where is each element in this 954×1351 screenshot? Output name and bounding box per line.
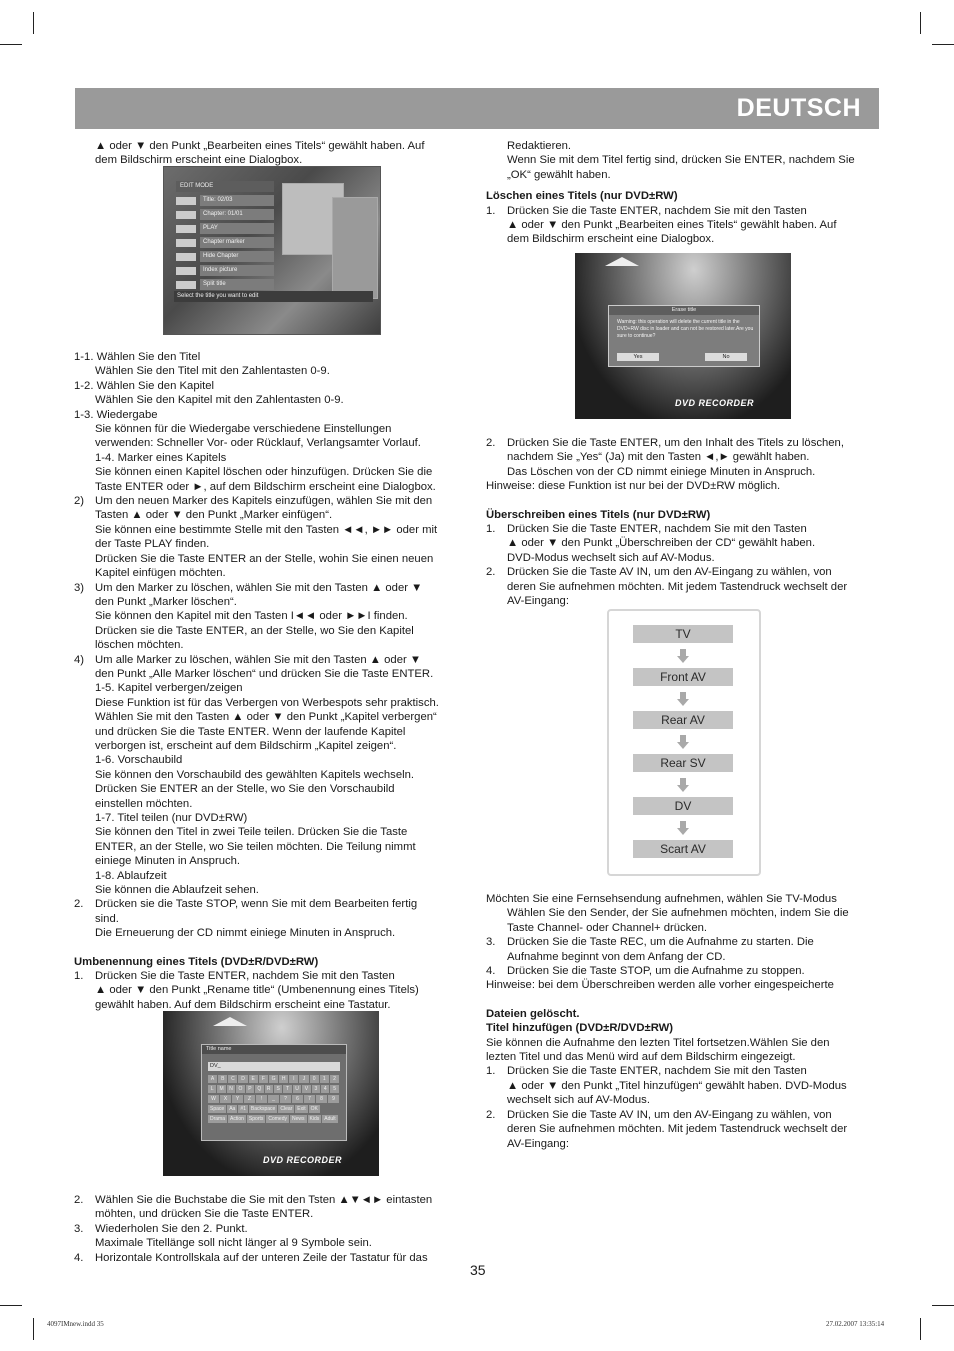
text-line: Taste Channel- oder Channel+ drücken. [507,921,708,934]
keyboard-key[interactable]: Space [210,1106,225,1112]
text-line: lezten Titel und das Menü wird auf dem Bildschirm eingezeigt. [486,1051,796,1064]
crop-mark [0,44,22,45]
arrow-down-icon [677,649,689,663]
keyboard-key[interactable]: Sports [248,1116,264,1122]
keyboard-key[interactable]: Q [255,1085,263,1093]
keyboard-key[interactable]: M [217,1085,225,1093]
onscreen-keyboard [201,1044,347,1141]
crop-mark [932,44,954,45]
keyboard-row [208,1075,340,1083]
marker-icon [176,239,196,247]
language-title: DEUTSCH [736,94,861,122]
text-line: 1-5. Kapitel verbergen/zeigen [95,682,243,695]
keyboard-key[interactable]: R [265,1085,273,1093]
keyboard-key[interactable]: Drama [210,1116,226,1122]
av-box-scart-av: Scart AV [633,840,733,858]
text-line: Wählen Sie den Kapitel mit den Zahlentasten 0-9. [95,394,344,407]
text-line: Möchten Sie eine Fernsehsendung aufnehmen, wählen Sie TV-Modus [486,893,837,905]
text-line: verborgen ist, erscheint auf dem Bildschirm „Kapitel zeigen“. [95,739,397,752]
dvd-recorder-logo: DVD RECORDER [675,398,755,408]
keyboard-key[interactable]: T [283,1085,291,1093]
keyboard-key[interactable]: 5 [330,1085,338,1093]
keyboard-key[interactable]: ! [256,1095,267,1103]
text-line: ▲ oder ▼ den Punkt „Bearbeiten eines Titels“ gewählt haben. Auf [95,140,425,152]
footer-right: 27.02.2007 13:35:14 [826,1320,885,1328]
text-line: Sie können für die Wiedergabe verschiedene Einstellungen [95,423,392,436]
list-item: 2) Um den neuen Marker des Kapitels einzufügen, wählen Sie mit den Tasten ▲ oder ▼ den Punkt „Marker einfügen“. Sie können eine bestimmte Stelle mit den Tasten ◄◄, ►► oder mit der Taste PLAY finden. Drücken Sie die Taste ENTER an der Stelle, wohin Sie einen neuen Kapitel einfügen möchten. [74,495,438,580]
section-heading: Dateien gelöscht. [486,1007,580,1020]
footer-left: 4097IMnew.indd 35 [47,1320,104,1328]
yes-button[interactable]: Yes [617,353,659,361]
list-item: 2. Drücken Sie die Taste AV IN, um den AV-Eingang zu wählen, von deren Sie aufnehmen möchten. Mit jedem Tastendruck wechselt der AV-Eingang: [486,566,848,608]
edit-menu-item[interactable]: Split title [176,279,274,290]
keyboard-key[interactable]: OK [310,1106,318,1112]
keyboard-key[interactable]: D [238,1075,247,1083]
text-line: 1-1. Wählen Sie den Titel [74,351,201,363]
left-column-bottom [74,1193,468,1265]
keyboard-key[interactable]: E [249,1075,258,1083]
right-column-bottom [486,892,881,1151]
edit-menu-item[interactable]: Chapter: 01/01 [176,209,274,220]
keyboard-key[interactable]: P [246,1085,254,1093]
erase-title-screenshot [575,253,791,419]
erase-dialog-message: Warning: this operation will delete the current title in the DVD+RW disc in loader and can not be restored later.Are you sure to continue? [617,319,754,339]
edit-mode-screenshot [163,166,381,335]
av-box-dv: DV [633,797,733,815]
keyboard-row [208,1095,340,1103]
text-line: dem Bildschirm erscheint eine Dialogbox. [95,154,303,167]
keyboard-key[interactable]: H [279,1075,288,1083]
keyboard-key[interactable]: G [269,1075,278,1083]
text-line: Sie können die Aufnahme den lezten Titel fortsetzen.Wählen Sie den [486,1036,830,1049]
keyboard-key[interactable]: B [218,1075,227,1083]
keyboard-title: Title name [202,1045,346,1054]
keyboard-screenshot [163,1011,379,1176]
hide-icon [176,253,196,261]
text-line: Drücken Sie ENTER an der Stelle, wo Sie den Vorschaubild [95,783,395,796]
keyboard-key[interactable]: Comedy [268,1116,287,1122]
keyboard-key[interactable]: J [299,1075,308,1083]
crop-mark [33,12,34,34]
edit-menu-item[interactable]: Chapter marker [176,237,274,248]
dvd-recorder-logo: DVD RECORDER [263,1155,343,1165]
keyboard-key[interactable]: Adult [324,1116,336,1122]
arrow-down-icon [677,778,689,792]
text-line: Taste ENTER oder ►, auf dem Bildschirm erscheint eine Dialogbox. [95,480,436,493]
keyboard-key[interactable]: O [236,1085,244,1093]
text-line: Wählen Sie den Titel mit den Zahlentasten 0-9. [95,365,330,378]
device-image [332,197,378,299]
keyboard-key[interactable]: S [274,1085,282,1093]
list-item: 2. Drücken sie die Taste STOP, wenn Sie mit dem Bearbeiten fertig sind. Die Erneuerung der CD nimmt einiege Minuten in Anspruch. [74,898,418,940]
text-line: 1-6. Vorschaubild [95,754,183,767]
erase-dialog [608,305,760,367]
av-box-tv: TV [633,625,733,643]
keyboard-key[interactable]: W [208,1095,219,1103]
crop-mark [0,1305,22,1306]
edit-menu-item[interactable]: Index picture [176,265,274,276]
right-column-middle [486,436,881,608]
arrow-up-icon [213,1017,247,1026]
keyboard-key[interactable]: Kids [309,1116,320,1122]
arrow-down-icon [677,692,689,706]
no-button[interactable]: No [705,353,747,361]
keyboard-key[interactable]: 6 [292,1095,303,1103]
text-line: Sie können einen Kapitel löschen oder hinzufügen. Drücken Sie die [95,466,433,479]
title-input[interactable]: DV_ [208,1062,340,1071]
arrow-up-icon [605,257,639,266]
section-heading: Überschreiben eines Titels (nur DVD±RW) [486,508,711,521]
keyboard-key[interactable]: 0 [310,1075,319,1083]
keyboard-key[interactable]: F [259,1075,268,1083]
hint-text: Hinweise: bei dem Überschreiben werden alle vorher eingespeicherte [486,979,834,992]
text-line: Sie können den Vorschaubild des gewählten Kapitels wechseln. [95,768,415,781]
keyboard-key[interactable]: I [289,1075,298,1083]
av-box-rear-sv: Rear SV [633,754,733,772]
hint-text: Hinweise: diese Funktion ist nur bei der DVD±RW möglich. [486,480,781,493]
text-line: Redaktieren. [507,140,572,152]
text-line: 1-8. Ablaufzeit [95,869,167,882]
list-item: 1. Drücken Sie die Taste ENTER, nachdem Sie mit den Tasten ▲ oder ▼ den Punkt „Rename title“ (Umbenennung eines Titels) gewählt haben. Auf dem Bildschirm erscheint eine Tastatur. [74,970,419,1011]
arrow-down-icon [677,821,689,835]
edit-menu-title: EDIT MODE [176,181,274,192]
section-heading: Umbenennung eines Titels (DVD±R/DVD±RW) [74,955,319,968]
keyboard-row [208,1105,340,1113]
erase-dialog-title: Erase title [609,306,759,315]
list-item: 2. Wählen Sie die Buchstabe die Sie mit den Tsten ▲▼◄► eintasten möhten, und drücken Sie die Taste ENTER. [74,1194,433,1221]
av-box-front-av: Front AV [633,668,733,686]
list-item: 4. Horizontale Kontrollskala auf der unteren Zeile der Tastatur für das [74,1251,428,1264]
list-item: 3. Wiederholen Sie den 2. Punkt. Maximale Titellänge soll nicht länger al 9 Symbole sein. [74,1222,372,1250]
text-line: Diese Funktion ist für das Verbergen von Werbespots sehr praktisch. [95,696,439,709]
split-icon [176,281,196,289]
text-line: 1-4. Marker eines Kapitels [95,451,227,464]
keyboard-row [208,1085,340,1093]
edit-menu-item[interactable]: PLAY [176,223,274,234]
crop-mark [920,1318,921,1340]
keyboard-key[interactable]: L [208,1085,216,1093]
left-column-top [95,139,465,168]
section-heading: Titel hinzufügen (DVD±R/DVD±RW) [486,1022,674,1035]
list-item: 1. Drücken Sie die Taste ENTER, nachdem Sie mit den Tasten ▲ oder ▼ den Punkt „Überschreiben der CD“ gewählt haben. DVD-Modus wechselt sich auf AV-Modus. [486,523,816,564]
keyboard-key[interactable]: #1 [240,1106,246,1112]
chapter-icon [176,211,196,219]
keyboard-key[interactable]: N [227,1085,235,1093]
list-item: 1. Drücken Sie die Taste ENTER, nachdem Sie mit den Tasten ▲ oder ▼ den Punkt „Bearbeiten eines Titels“ gewählt haben. Auf dem Bildschirm erscheint eine Dialogbox. [486,204,837,246]
title-icon [176,197,196,205]
keyboard-key[interactable]: Clear [280,1106,293,1112]
page-number: 35 [470,1262,486,1278]
crop-mark [33,1318,34,1340]
edit-menu-item[interactable]: Title: 02/03 [176,195,274,206]
keyboard-key[interactable]: 1 [320,1075,329,1083]
text-line: Sie können den Titel in zwei Teile teilen. Drücken Sie die Taste [95,826,408,839]
list-item: 2. Drücken Sie die Taste ENTER, um den Inhalt des Titels zu löschen, nachdem Sie „Yes“ (Ja) mit den Tasten ◄,► gewählt haben. Das Löschen von der CD nimmt einiege Minuten in Anspruch. [486,437,844,478]
keyboard-key[interactable]: 3 [312,1085,320,1093]
keyboard-key[interactable]: Backspace [250,1106,276,1112]
language-header [75,88,879,129]
keyboard-row [208,1115,340,1123]
text-line: Sie können die Ablaufzeit sehen. [95,884,259,897]
keyboard-key[interactable]: News [292,1116,305,1122]
keyboard-key[interactable]: 7 [304,1095,315,1103]
keyboard-key[interactable]: Exit [297,1106,306,1112]
text-line: 1-2. Wählen Sie den Kapitel [74,379,215,392]
text-line: einiege Minuten in Anspruch. [95,855,241,868]
keyboard-key[interactable]: A [208,1075,217,1083]
text-line: einstellen möchten. [95,797,193,810]
keyboard-key[interactable]: C [228,1075,237,1083]
keyboard-key[interactable]: 8 [316,1095,327,1103]
crop-mark [920,12,921,34]
text-line: 1-3. Wiedergabe [74,408,158,421]
right-column-top [486,139,881,247]
list-item: 4) Um alle Marker zu löschen, wählen Sie mit den Tasten ▲ oder ▼ den Punkt „Alle Marker löschen“ und drücken Sie die Taste ENTER. [74,653,434,680]
list-item: 3. Drücken Sie die Taste REC, um die Aufnahme zu starten. Die Aufnahme beginnt von dem Anfang der CD. [486,936,814,963]
keyboard-key[interactable]: X [220,1095,231,1103]
keyboard-key[interactable]: 2 [330,1075,339,1083]
keyboard-key[interactable]: 9 [328,1095,339,1103]
edit-hint: Select the title you want to edit [174,291,373,302]
list-item: 1. Drücken Sie die Taste ENTER, nachdem Sie mit den Tasten ▲ oder ▼ den Punkt „Titel hinzufügen“ gewählt haben. DVD-Modus wechselt sich auf AV-Modus. [486,1065,847,1107]
edit-menu-item[interactable]: Hide Chapter [176,251,274,262]
list-item: 4. Drücken Sie die Taste STOP, um die Aufnahme zu stoppen. [486,965,805,978]
list-item: 3) Um den Marker zu löschen, wählen Sie mit den Tasten ▲ oder ▼ den Punkt „Marker löschen“. Sie können den Kapitel mit den Tasten I◄◄ oder ►►I finden. Drücken sie die Taste ENTER, an der Stelle, wo Sie den Kapitel löschen möchten. [74,581,423,652]
picture-icon [176,267,196,275]
keyboard-key[interactable]: 4 [321,1085,329,1093]
text-line: verwenden: Schneller Vor- oder Rücklauf, Verlangsamter Vorlauf. [95,437,421,450]
text-line: 1-7. Titel teilen (nur DVD±RW) [95,812,248,824]
text-line: Wählen Sie mit den Tasten ▲ oder ▼ den Punkt „Kapitel verbergen“ [95,711,437,724]
keyboard-key[interactable]: Z [244,1095,255,1103]
keyboard-key[interactable]: U [293,1085,301,1093]
play-icon [176,225,196,233]
list-item: 2. Drücken Sie die Taste AV IN, um den AV-Eingang zu wählen, von deren Sie aufnehmen möchten. Mit jedem Tastendruck wechselt der AV-Eingang: [486,1108,848,1150]
section-heading: Löschen eines Titels (nur DVD±RW) [486,190,678,203]
edit-menu [176,181,274,290]
text-line: Wenn Sie mit dem Titel fertig sind, drücken Sie ENTER, nachdem Sie [507,154,855,167]
text-line: ENTER, an der Stelle, wo Sie teilen möchten. Die Teilung nimmt [95,840,416,853]
crop-mark [932,1305,954,1306]
keyboard-key[interactable]: Y [232,1095,243,1103]
left-column-main [74,350,468,1012]
keyboard-key[interactable]: _ [268,1095,279,1103]
keyboard-key[interactable]: Aa [229,1106,236,1112]
text-line: und drücken Sie die Taste ENTER. Wenn der laufende Kapitel [95,725,406,738]
text-line: Wählen Sie den Sender, der Sie aufnehmen möchten, indem Sie die [507,907,849,920]
arrow-down-icon [677,735,689,749]
text-line: „OK“ gewählt haben. [507,168,611,181]
keyboard-key[interactable]: Action [230,1116,244,1122]
av-box-rear-av: Rear AV [633,711,733,729]
keyboard-key[interactable]: ? [280,1095,291,1103]
av-input-diagram [607,609,761,876]
keyboard-key[interactable]: V [302,1085,310,1093]
